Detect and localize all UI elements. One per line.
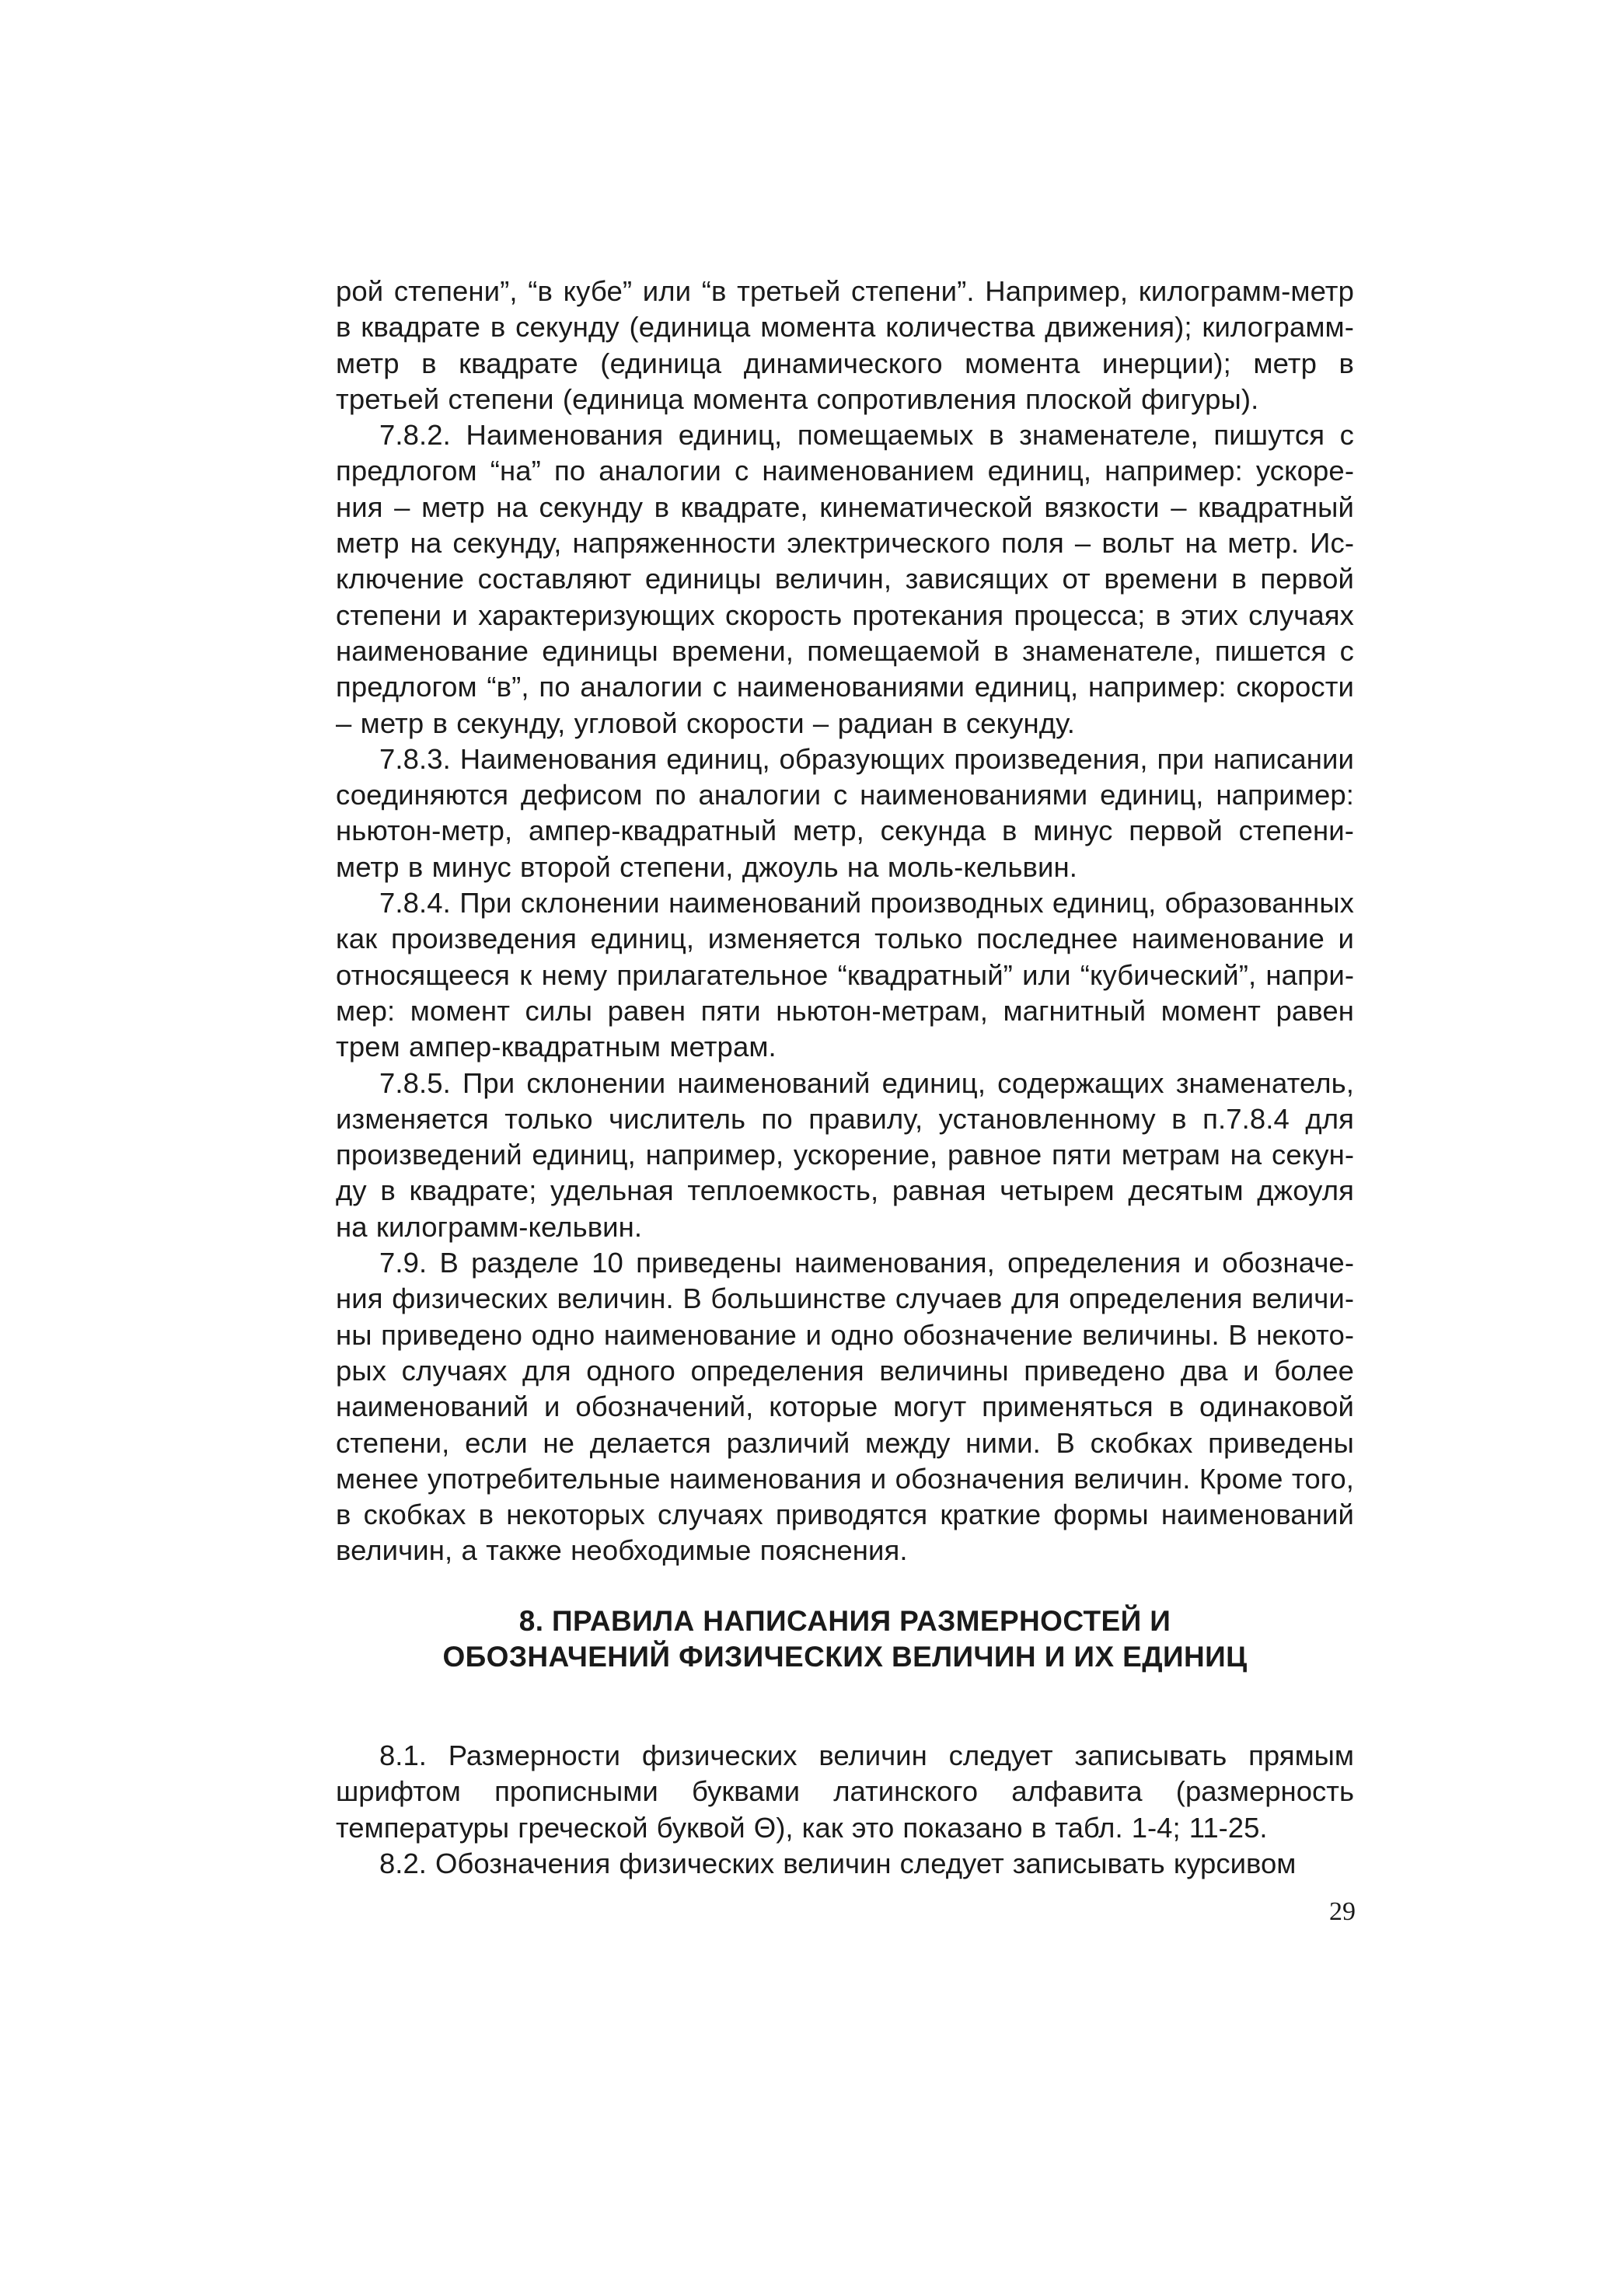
- paragraph-8-1: 8.1. Размерности физических величин следует записывать прямым шрифтом прописными буквами латинского алфавита (размерность температуры греческой буквой Θ), как это показано в табл. 1-4; 11-25.: [336, 1739, 1354, 1844]
- paragraph-7-8-2: 7.8.2. Наименования единиц, помещаемых в знаменателе, пишутся с предлогом “на” по аналогии с наименованием единиц, например: ускорения – метр на секунду в квадрате, кинематической вязкости – квадратный метр на секунду, напряженности электрического поля – вольт на метр. Исключение составляют единицы величин, зависящих от времени в первой степени и характеризующих скорость протекания процесса; в этих случаях наименование единицы времени, помещаемой в знаменателе, пишется с предлогом “в”, по аналогии с наименованиями единиц, например: скорости – метр в секунду, угловой скорости – радиан в секунду.: [336, 419, 1354, 739]
- paragraph-8-2: 8.2. Обозначения физических величин следует записывать курсивом: [379, 1847, 1297, 1879]
- section-heading-line-1: 8. ПРАВИЛА НАПИСАНИЯ РАЗМЕРНОСТЕЙ И: [518, 1605, 1171, 1637]
- section-8-text: [336, 1738, 1354, 1882]
- paragraph-7-8-5: 7.8.5. При склонении наименований единиц, содержащих знаменатель, изменяется только числитель по правилу, установленному в п.7.8.4 для произведений единиц, например, ускорение, равное пяти метрам на секунду в квадрате; удельная теплоемкость, равная четырем десятым джоуля на килограмм-кельвин.: [336, 1066, 1354, 1243]
- section-heading-line-2: ОБОЗНАЧЕНИЙ ФИЗИЧЕСКИХ ВЕЛИЧИН И ИХ ЕДИНИЦ: [442, 1641, 1248, 1673]
- page-number: 29: [1329, 1897, 1356, 1926]
- paragraph-7-9: 7.9. В разделе 10 приведены наименования, определения и обозначения физических величин. В большинстве случаев для определения величины приведено одно наименование и одно обозначение величины. В некоторых случаях для одного определения величины приведено два и более наименований и обозначений, которые могут применяться в одинаковой степени, если не делается различий между ними. В скобках приведены менее употребительные наименования и обозначения величин. Кроме того, в скобках в некоторых случаях приводятся краткие формы наименований величин, а также необходимые пояснения.: [336, 1247, 1354, 1567]
- paragraph-7-8-4: 7.8.4. При склонении наименований производных единиц, образованных как произведения единиц, изменяется только последнее наименование и относящееся к нему прилагательное “квадратный” или “кубический”, например: момент силы равен пяти ньютон-метрам, магнитный момент равен трем ампер-квадратным метрам.: [336, 887, 1354, 1063]
- section-heading: [336, 1603, 1354, 1675]
- paragraph-continuation: рой степени”, “в кубе” или “в третьей степени”. Например, килограмм-метр в квадрате в секунду (единица момента количества движения); килограмм-метр в квадрате (единица динамического момента инерции); метр в третьей степени (единица момента сопротивления плоской фигуры).: [336, 275, 1354, 415]
- body-text: [336, 274, 1354, 1569]
- paragraph-7-8-3: 7.8.3. Наименования единиц, образующих произведения, при написании соединяются дефисом по аналогии с наименованиями единиц, например: ньютон-метр, ампер-квадратный метр, секунда в минус первой степени-метр в минус второй степени, джоуль на моль-кельвин.: [336, 742, 1354, 883]
